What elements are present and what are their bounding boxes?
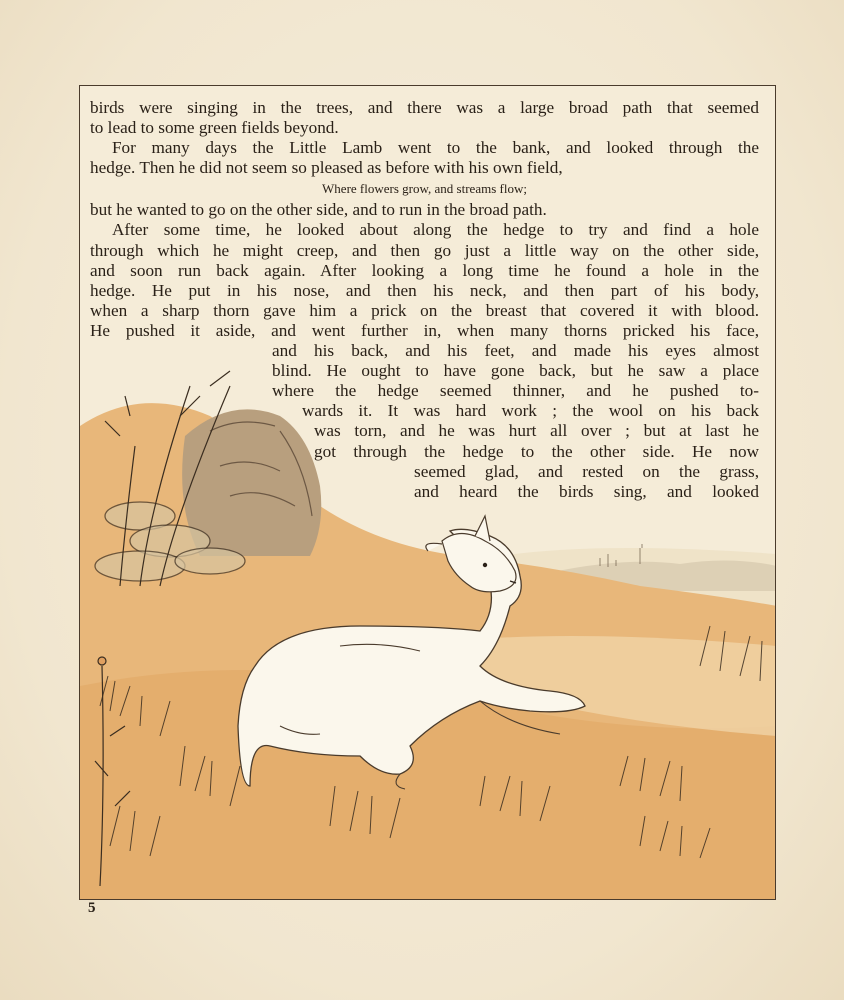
page-number: 5: [88, 900, 96, 916]
text-line: For many days the Little Lamb went to the bank, and looked through the: [112, 138, 759, 158]
text-line: was torn, and he was hurt all over ; but at last he: [314, 421, 759, 441]
verse-line: Where flowers grow, and streams flow;: [322, 181, 527, 197]
text-line: through which he might creep, and then go just a little way on the other side,: [90, 240, 759, 260]
text-line: and soon run back again. After looking a long time he found a hole in the: [90, 260, 759, 280]
story-text: [90, 98, 759, 502]
text-line: hedge. Then he did not seem so pleased as before with his own field,: [90, 158, 563, 178]
text-line: to lead to some green fields beyond.: [90, 118, 339, 138]
text-line: After some time, he looked about along the hedge to try and find a hole: [112, 220, 759, 240]
illustration-plate: [79, 85, 776, 900]
text-line: and his back, and his feet, and made his eyes almost: [272, 341, 759, 361]
text-line: blind. He ought to have gone back, but he saw a place: [272, 361, 759, 381]
text-line: where the hedge seemed thinner, and he pushed to-: [272, 381, 759, 401]
text-line: got through the hedge to the other side. He now: [314, 441, 759, 461]
text-line: and heard the birds sing, and looked: [414, 481, 759, 501]
text-line: when a sharp thorn gave him a prick on the breast that covered it with blood.: [90, 300, 759, 320]
text-line: He pushed it aside, and went further in, when many thorns pricked his face,: [90, 320, 759, 340]
text-line: but he wanted to go on the other side, and to run in the broad path.: [90, 200, 547, 220]
text-line: wards it. It was hard work ; the wool on his back: [302, 401, 759, 421]
text-line: hedge. He put in his nose, and then his neck, and then part of his body,: [90, 280, 759, 300]
text-line: birds were singing in the trees, and there was a large broad path that seemed: [90, 98, 759, 117]
text-line: seemed glad, and rested on the grass,: [414, 461, 759, 481]
